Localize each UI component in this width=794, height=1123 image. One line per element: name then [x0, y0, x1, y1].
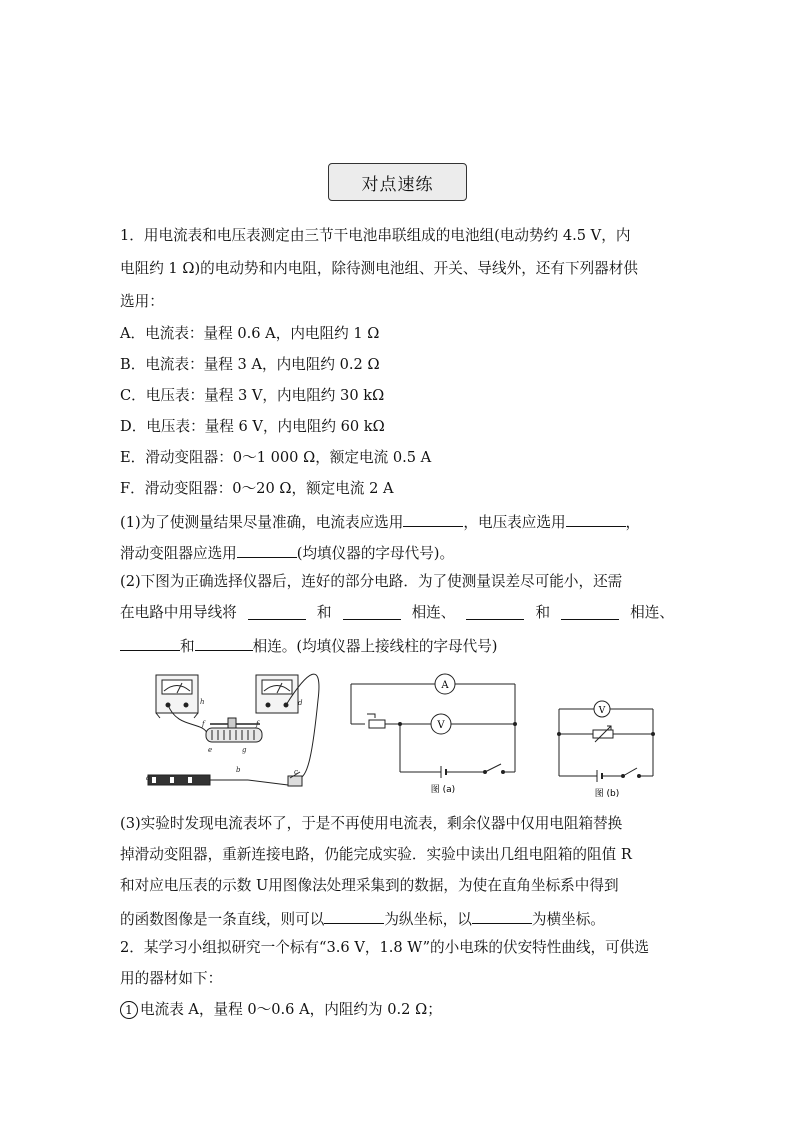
q1-option-f: F．滑动变阻器：0～20 Ω，额定电流 2 A [120, 480, 394, 497]
q1-part3-text-1: (3)实验时发现电流表坏了，于是不再使用电流表，剩余仪器中仅用电阻箱替换 [120, 815, 623, 832]
answer-blank-x-axis[interactable] [472, 907, 532, 924]
q1-part2-and-2: 和 [535, 604, 551, 621]
q1-part3-text-4b: 为纵坐标，以 [384, 911, 472, 928]
q1-part1-text-e: (均填仪器的字母代号)。 [296, 545, 455, 562]
q1-part3-line-2 [120, 845, 674, 865]
q1-part2-line-3 [120, 634, 498, 657]
answer-blank-terminal-3[interactable] [466, 603, 524, 620]
q1-part2-connect-1: 相连、 [411, 604, 456, 621]
q1-part1-line-2 [120, 541, 454, 564]
terminal-label-c: c [294, 768, 298, 776]
figure-b-caption: 图 (b) [594, 789, 620, 799]
ammeter-sketch [156, 675, 198, 718]
q1-part2-and-3: 和 [180, 638, 195, 655]
q1-part3-text-4a: 的函数图像是一条直线，则可以 [120, 911, 325, 928]
section-title: 对点速练 [328, 163, 467, 201]
answer-blank-terminal-1[interactable] [248, 603, 306, 620]
ammeter-label: A [441, 680, 449, 691]
battery-sketch [148, 775, 288, 785]
voltmeter-label-b: V [598, 706, 606, 716]
answer-blank-terminal-6[interactable] [195, 634, 253, 651]
terminal-label-e: e [208, 746, 213, 754]
voltmeter-sketch [256, 675, 298, 713]
q1-part2-and-1: 和 [316, 604, 332, 621]
q2-stem-line-2: 用的器材如下： [120, 970, 223, 987]
switch-symbol [485, 764, 501, 772]
switch-symbol-b [623, 768, 637, 776]
q2-stem-line-1 [120, 938, 674, 958]
voltmeter-label-a: V [437, 720, 445, 731]
q1-stem-line-2: 电阻约 1 Ω)的电动势和内电阻，除待测电池组、开关、导线外，还有下列器材供 [120, 260, 638, 277]
answer-blank-terminal-2[interactable] [343, 603, 401, 620]
q1-part3-text-2: 掉滑动变阻器，重新连接电路，仍能完成实验．实验中读出几组电阻箱的阻值 R [120, 846, 632, 863]
q1-part3-line-1 [120, 814, 674, 834]
circuit-diagram-a [345, 672, 520, 800]
q1-option-b: B．电流表：量程 3 A，内电阻约 0.2 Ω [120, 356, 380, 373]
q1-part2-text-end: 相连。(均填仪器上接线柱的字母代号) [252, 638, 498, 655]
answer-blank-voltmeter[interactable] [566, 510, 626, 527]
q1-part1-text-b: ，电压表应选用 [463, 514, 566, 531]
q1-part1-text-d: 滑动变阻器应选用 [120, 545, 237, 562]
q2-item-1 [120, 1000, 442, 1020]
q2-item-1-text: 电流表 A，量程 0～0.6 A，内阻约为 0.2 Ω； [140, 1001, 442, 1018]
answer-blank-rheostat[interactable] [237, 541, 297, 558]
answer-blank-terminal-4[interactable] [561, 603, 619, 620]
q1-stem-line-3: 选用： [120, 293, 164, 310]
q1-option-d: D．电压表：量程 6 V，内电阻约 60 kΩ [120, 418, 385, 435]
terminal-label-b: b [236, 766, 241, 774]
q2-stem-1-text: 2．某学习小组拟研究一个标有“3.6 V，1.8 W”的小电珠的伏安特性曲线，可供选 [120, 939, 649, 956]
q1-part3-text-3: 和对应电压表的示数 U用图像法处理采集到的数据，为使在直角坐标系中得到 [120, 877, 619, 894]
terminal-label-g: g [242, 746, 247, 754]
terminal-label-a: a [146, 774, 151, 782]
q1-part3-text-4c: 为横坐标。 [531, 911, 605, 928]
q1-option-c: C．电压表：量程 3 V，内电阻约 30 kΩ [120, 387, 385, 404]
q1-part2-text-b: 在电路中用导线将 [120, 604, 237, 621]
q1-option-a: A．电流表：量程 0.6 A，内电阻约 1 Ω [120, 325, 380, 342]
q1-part3-line-3 [120, 876, 674, 896]
answer-blank-y-axis[interactable] [324, 907, 384, 924]
q1-stem-line-1 [120, 226, 674, 246]
terminal-label-f-left: f [202, 720, 205, 728]
q1-part1-line-1 [120, 510, 640, 533]
q1-option-e: E．滑动变阻器：0～1 000 Ω，额定电流 0.5 A [120, 449, 432, 466]
rheostat-symbol [369, 720, 385, 728]
q1-part1-text-a: (1)为了使测量结果尽量准确，电流表应选用 [120, 514, 404, 531]
figure-a-caption: 图 (a) [430, 785, 456, 795]
q1-part3-line-4 [120, 907, 605, 930]
item-number-circle: 1 [120, 1001, 138, 1019]
circuit-diagram-b [553, 698, 665, 802]
q1-part2-line-1: (2)下图为正确选择仪器后，连好的部分电路．为了使测量误差尽可能小，还需 [120, 573, 623, 590]
q1-part2-connect-2: 相连、 [630, 604, 674, 621]
apparatus-figure [138, 660, 328, 800]
q1-part2-line-2 [120, 603, 674, 623]
q1-part1-text-c: ， [625, 514, 641, 531]
rheostat-sketch [206, 718, 262, 742]
terminal-label-d: d [298, 699, 303, 707]
terminal-label-h: h [200, 698, 205, 706]
answer-blank-terminal-5[interactable] [120, 634, 180, 651]
answer-blank-ammeter[interactable] [403, 510, 463, 527]
terminal-label-f-right: f [256, 720, 259, 728]
q1-stem-1-text: 1．用电流表和电压表测定由三节干电池串联组成的电池组(电动势约 4.5 V，内 [120, 227, 631, 244]
